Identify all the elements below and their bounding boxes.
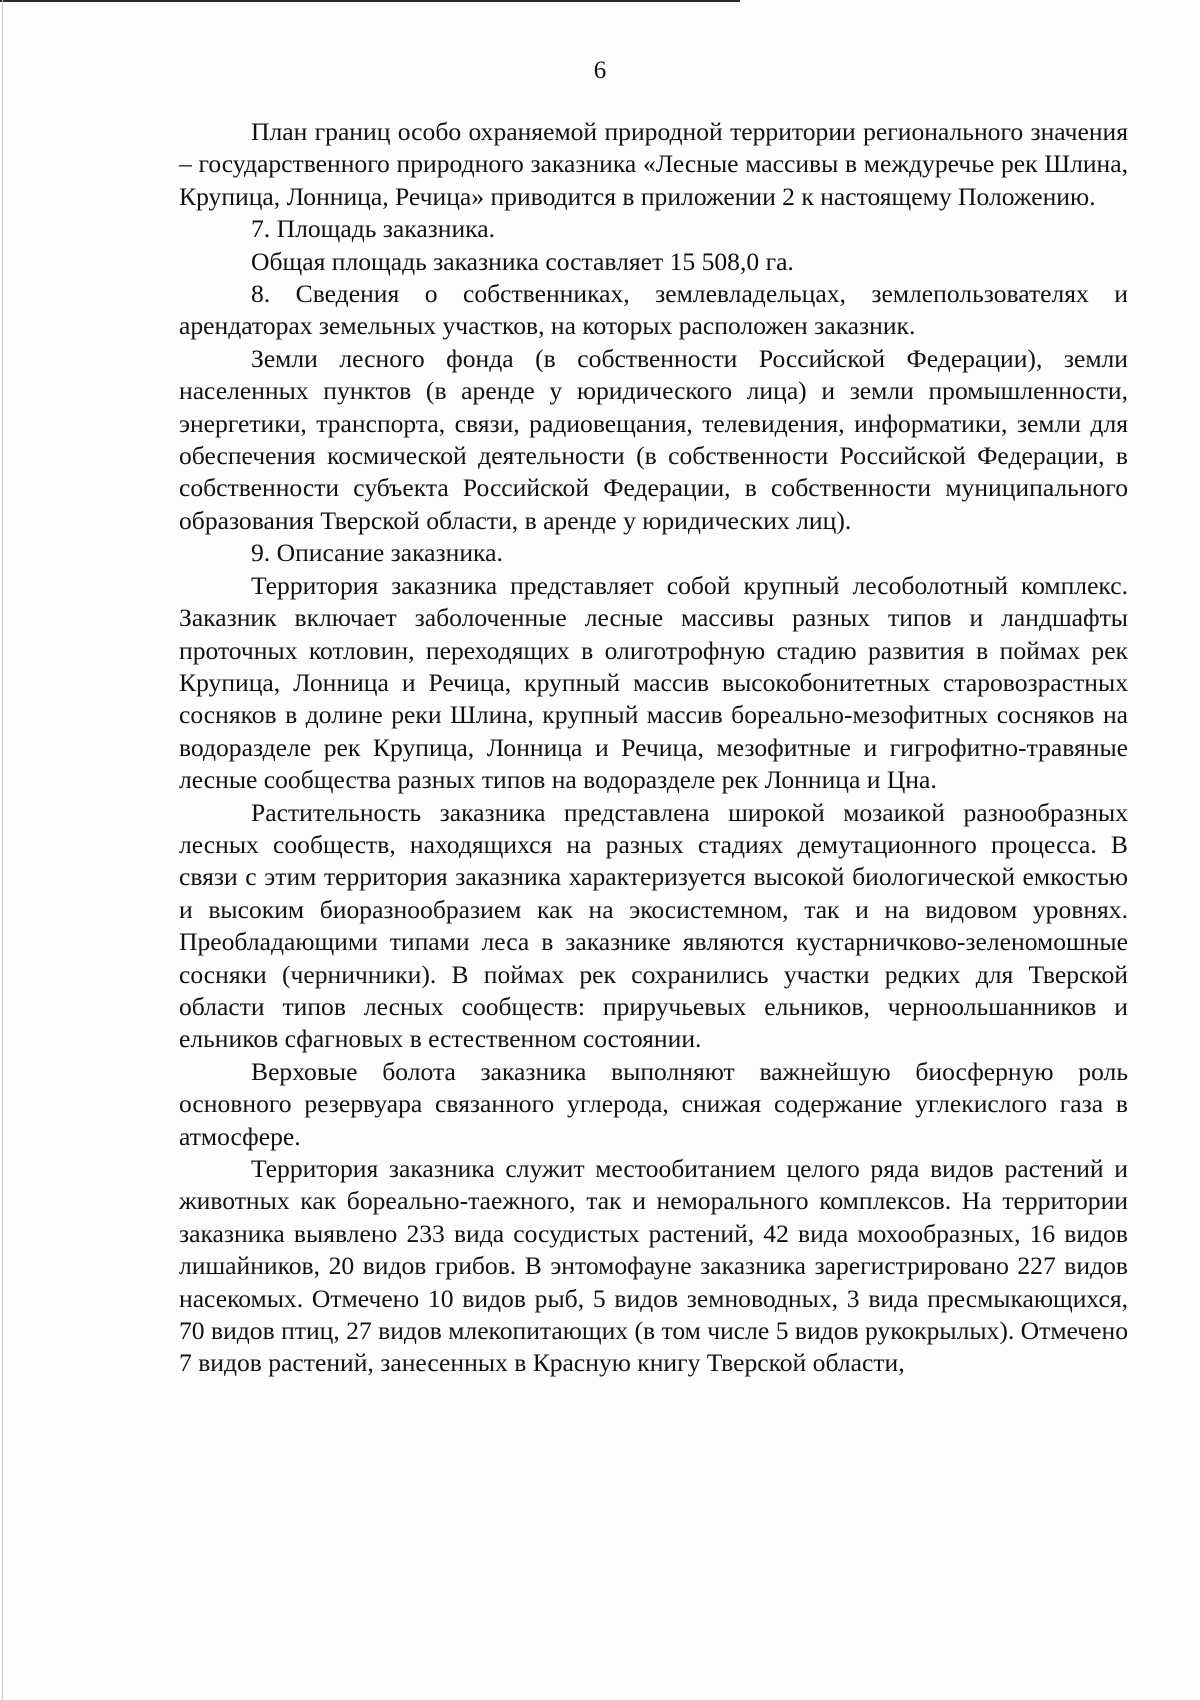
paragraph-bogs: Верховые болота заказника выполняют важнейшую биосферную роль основного резервуара связанного углерода, снижая содержание углекислого газа в атмосфере. (179, 1056, 1128, 1151)
section-heading-area: 7. Площадь заказника. (251, 214, 495, 244)
scan-edge-left (2, 0, 3, 1700)
page-number: 6 (593, 57, 607, 84)
section-heading-owners: 8. Сведения о собственниках, землевладельцах, землепользователях и арендаторах земельных участков, на которых расположен заказник. (179, 279, 1128, 341)
section-heading-description: 9. Описание заказника. (251, 538, 503, 568)
paragraph-land-categories: Земли лесного фонда (в собственности Российской Федерации), земли населенных пунктов (в аренде у юридического лица) и земли промышленности, энергетики, транспорта, связи, радиовещания, телевидения, информатики, земли для обеспечения космической деятельности (в собственности Российской Федерации, в собственности субъекта Российской Федерации, в собственности муниципального образования Тверской области, в аренде у юридических лиц). (179, 343, 1128, 535)
paragraph-total-area: Общая площадь заказника составляет 15 508,0 га. (251, 246, 794, 276)
document-body (179, 116, 1128, 1380)
paragraph-vegetation: Растительность заказника представлена широкой мозаикой разнообразных лесных сообществ, находящихся на разных стадиях демутационного процесса. В связи с этим территория заказника характеризуется высокой биологической емкостью и высоким биоразнообразием как на экосистемном, так и на видовом уровнях. Преобладающими типами леса в заказнике являются кустарничково-зеленомошные сосняки (черничники). В поймах рек сохранились участки редких для Тверской области типов лесных сообществ: приручьевых ельников, черноольшанников и ельников сфагновых в естественном состоянии. (179, 797, 1128, 1054)
paragraph-species: Территория заказника служит местообитанием целого ряда видов растений и животных как бореально-таежного, так и неморального комплексов. На территории заказника выявлено 233 вида сосудистых растений, 42 вида мохообразных, 16 видов лишайников, 20 видов грибов. В энтомофауне заказника зарегистрировано 227 видов насекомых. Отмечено 10 видов рыб, 5 видов земноводных, 3 вида пресмыкающихся, 70 видов птиц, 27 видов млекопитающих (в том числе 5 видов рукокрылых). Отмечено 7 видов растений, занесенных в Красную книгу Тверской области, (179, 1154, 1128, 1378)
paragraph-territory: Территория заказника представляет собой крупный лесоболотный комплекс. Заказник включает заболоченные лесные массивы разных типов и ландшафты проточных котловин, переходящих в олиготрофную стадию развития в поймах рек Крупица, Лонница и Речица, крупный массив высокобонитетных старовозрастных сосняков в долине реки Шлина, крупный массив бореально-мезофитных сосняков на водоразделе рек Крупица, Лонница и Речица, мезофитные и гигрофитно-травяные лесные сообщества разных типов на водоразделе рек Лонница и Цна. (179, 570, 1128, 795)
paragraph-plan-boundaries: План границ особо охраняемой природной территории регионального значения – государственного природного заказника «Лесные массивы в междуречье рек Шлина, Крупица, Лонница, Речица» приводится в приложении 2 к настоящему Положению. (179, 117, 1128, 211)
scan-edge-top (0, 0, 740, 2)
